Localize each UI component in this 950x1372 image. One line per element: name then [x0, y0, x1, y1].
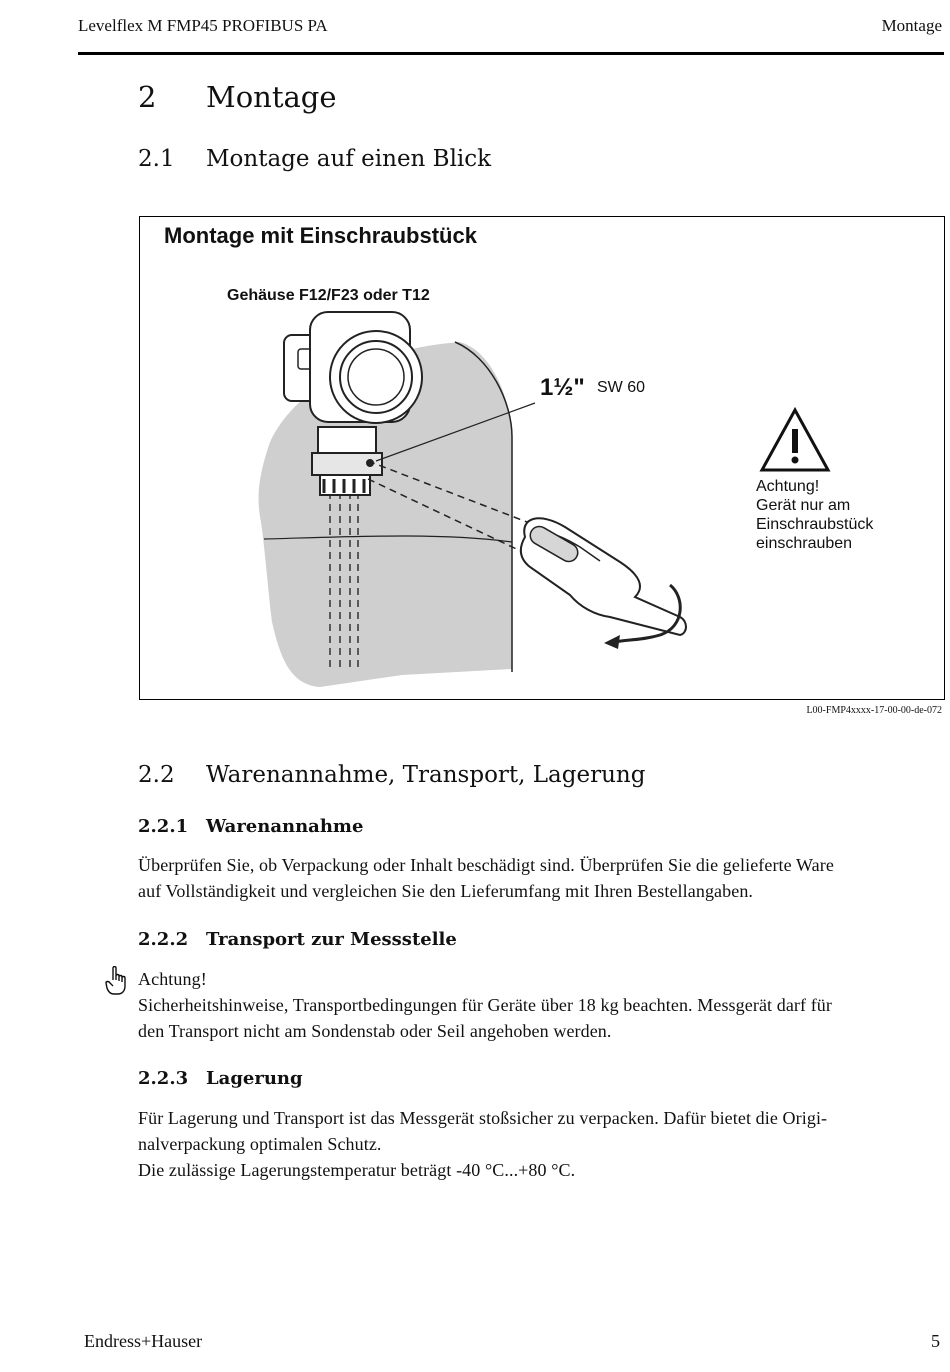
footer-publisher: Endress+Hauser	[84, 1331, 203, 1351]
section-2-2-title: Warenannahme, Transport, Lagerung	[206, 762, 646, 788]
section-2-1-title: Montage auf einen Blick	[206, 146, 492, 172]
figure-warning-line: einschrauben	[756, 535, 853, 552]
paragraph-line: nalverpackung optimalen Schutz.	[138, 1134, 382, 1154]
section-2-2-3-title: Lagerung	[206, 1068, 303, 1089]
pointing-hand-icon	[104, 966, 128, 996]
running-header-title: Levelflex M FMP45 PROFIBUS PA	[78, 16, 328, 35]
warning-triangle-icon	[762, 410, 828, 470]
header-rule	[78, 52, 944, 55]
paragraph-line: Sicherheitshinweise, Transportbedingungen für Geräte über 18 kg beachten. Messgerät darf für	[138, 995, 832, 1015]
figure-title: Montage mit Einschraubstück	[164, 223, 477, 248]
housing-label: Gehäuse F12/F23 oder T12	[227, 287, 430, 304]
running-header-section: Montage	[881, 16, 942, 35]
page-number: 5	[931, 1331, 940, 1351]
section-2-2-3-paragraph	[138, 1105, 944, 1183]
paragraph-line: Überprüfen Sie, ob Verpackung oder Inhalt beschädigt sind. Überprüfen Sie die gelieferte Ware	[138, 855, 834, 875]
section-2-2-number: 2.2	[138, 762, 175, 788]
paragraph-line: auf Vollständigkeit und vergleichen Sie den Lieferumfang mit Ihren Bestellangaben.	[138, 881, 754, 901]
chapter-number: 2	[138, 80, 157, 114]
paragraph-line: Für Lagerung und Transport ist das Messgerät stoßsicher zu verpacken. Dafür bietet die Origi-	[138, 1108, 828, 1128]
paragraph-line: Die zulässige Lagerungstemperatur beträgt -40 °C...+80 °C.	[138, 1160, 576, 1180]
wrench-icon	[521, 518, 686, 635]
figure-warning-line: Einschraubstück	[756, 516, 874, 533]
section-2-2-2-number: 2.2.2	[138, 929, 189, 950]
figure-warning-line: Gerät nur am	[756, 497, 851, 514]
figure-warning-text	[756, 477, 873, 553]
wrench-size-label: SW 60	[597, 379, 646, 396]
thread-size-label: 1½"	[540, 374, 585, 401]
section-2-2-1-title: Warenannahme	[206, 816, 364, 837]
section-2-2-2-title: Transport zur Messstelle	[206, 929, 457, 950]
figure-code: L00-FMP4xxxx-17-00-00-de-072	[806, 705, 942, 716]
section-2-2-1-number: 2.2.1	[138, 816, 189, 837]
figure-warning-line: Achtung!	[756, 478, 820, 495]
section-2-2-3-number: 2.2.3	[138, 1068, 189, 1089]
section-2-1-number: 2.1	[138, 146, 175, 172]
paragraph-line: Achtung!	[138, 969, 207, 989]
section-2-2-1-paragraph	[138, 852, 944, 904]
chapter-title: Montage	[206, 80, 337, 114]
section-2-2-2-paragraph	[138, 966, 944, 1044]
paragraph-line: den Transport nicht am Sondenstab oder Seil angehoben werden.	[138, 1021, 612, 1041]
installation-figure	[139, 216, 945, 700]
